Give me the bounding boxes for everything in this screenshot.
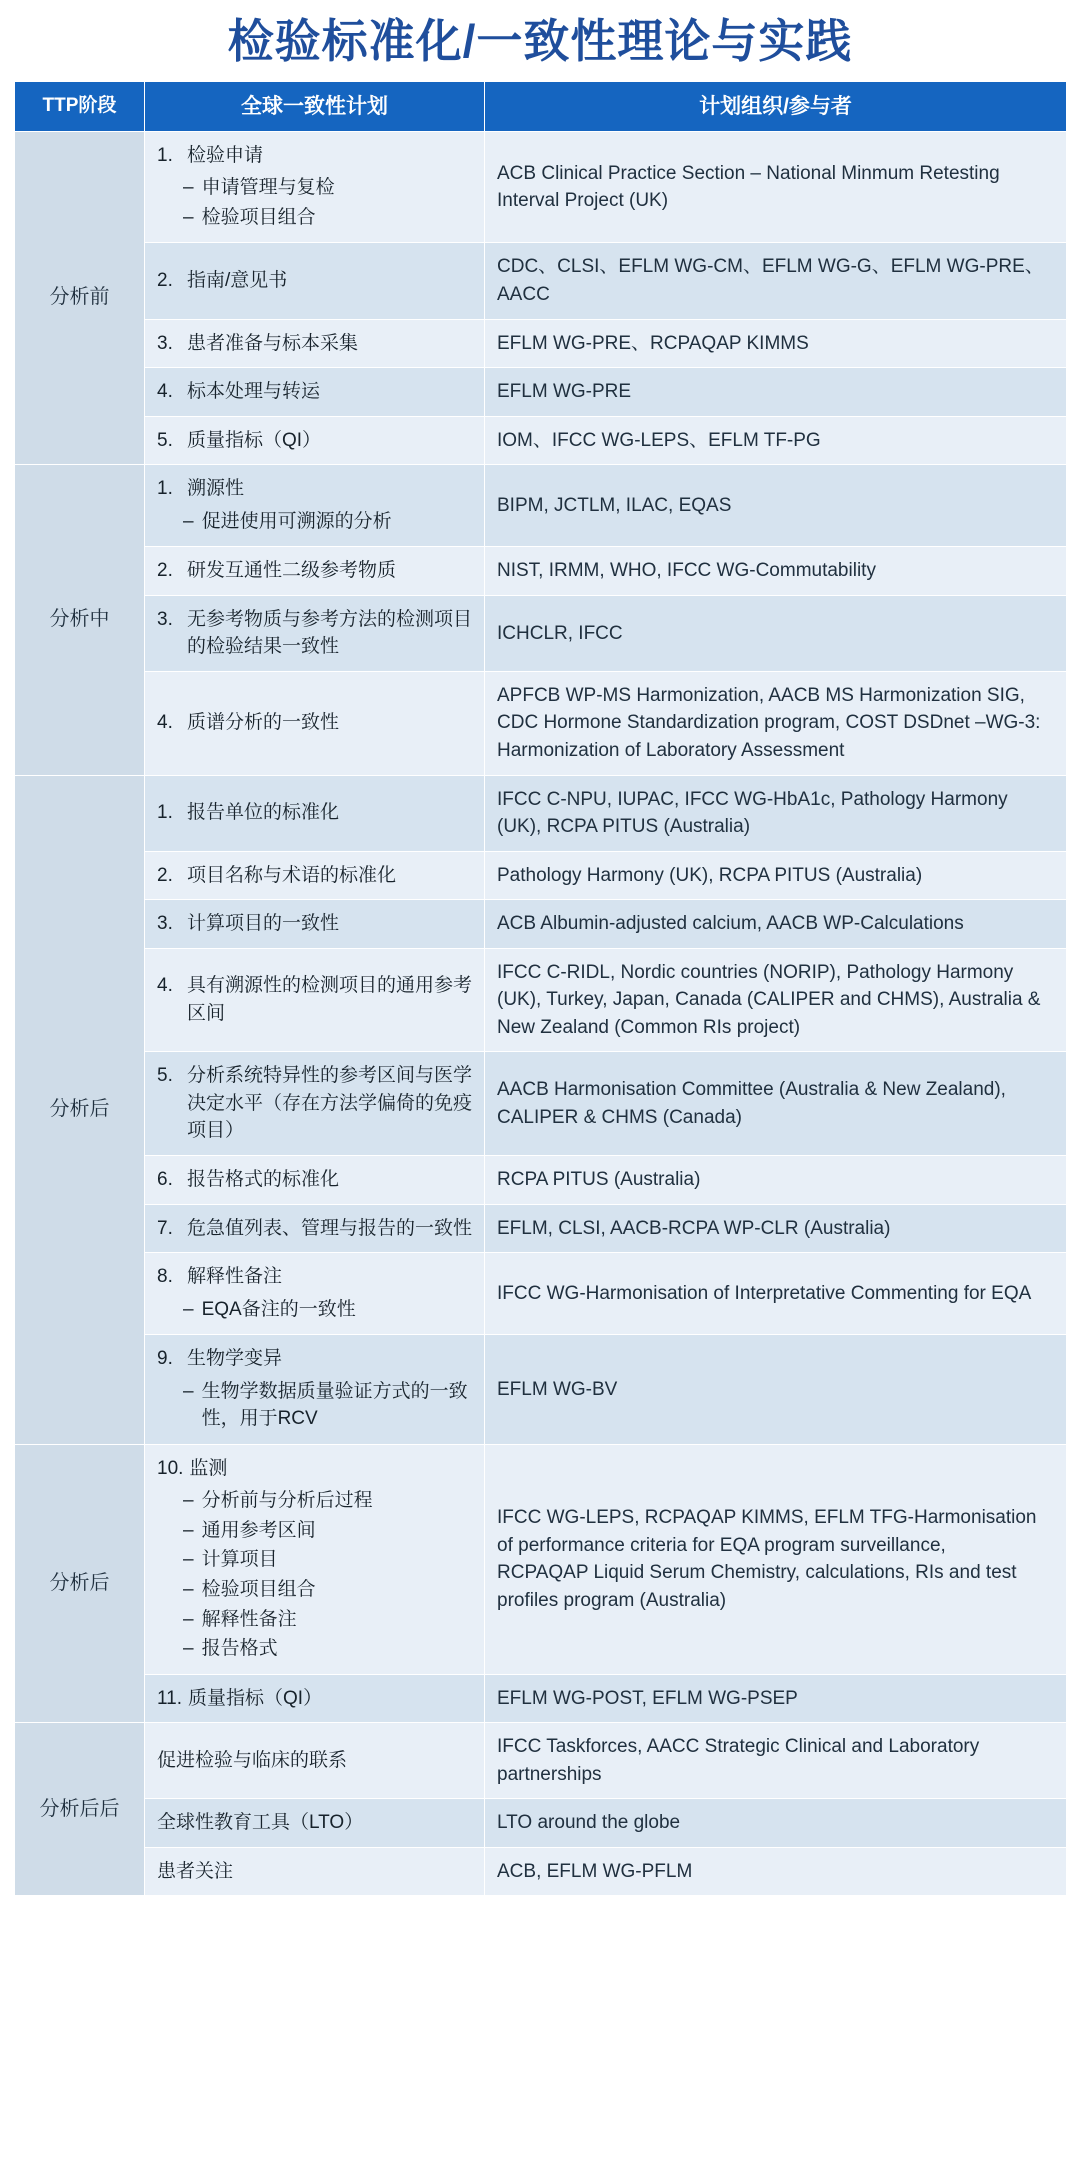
stage-label: 分析中 bbox=[49, 608, 110, 631]
plan-number: 7. bbox=[157, 1217, 173, 1239]
plan-sub-item bbox=[157, 1605, 472, 1635]
plan-cell bbox=[145, 775, 485, 851]
plan-sub-list bbox=[157, 173, 472, 232]
plan-title-line bbox=[157, 557, 472, 585]
plan-label: 项目名称与术语的标准化 bbox=[187, 864, 397, 886]
plan-title-line bbox=[157, 1455, 472, 1483]
plan-cell bbox=[145, 1253, 485, 1335]
plan-sub-item bbox=[157, 1575, 472, 1605]
organization-cell bbox=[485, 131, 1067, 243]
plan-cell bbox=[145, 900, 485, 949]
plan-title-line bbox=[157, 378, 472, 406]
plan-label: 报告格式的标准化 bbox=[187, 1169, 340, 1190]
plan-title-line bbox=[157, 1062, 472, 1145]
plan-number: 11. bbox=[157, 1687, 183, 1709]
organization-label: IFCC C-RIDL, Nordic countries (NORIP), Pathology Harmony (UK), Turkey, Japan, Canada (CALIPER and CHMS), Australia & New Zealand (Common RIs project) bbox=[497, 961, 1041, 1038]
organization-cell bbox=[485, 243, 1067, 319]
plan-label: 具有溯源性的检测项目的通用参考区间 bbox=[187, 975, 473, 1025]
dash-icon: – bbox=[183, 1638, 194, 1660]
table-row bbox=[15, 900, 1067, 949]
dash-icon: – bbox=[183, 1298, 194, 1320]
plan-number: 4. bbox=[157, 381, 173, 403]
plan-number: 1. bbox=[157, 802, 173, 824]
plan-number: 3. bbox=[157, 332, 173, 354]
dash-icon: – bbox=[183, 510, 194, 532]
table-row bbox=[15, 948, 1067, 1052]
plan-label: 生物学变异 bbox=[187, 1348, 283, 1370]
organization-cell bbox=[485, 900, 1067, 949]
plan-title-line bbox=[157, 142, 472, 170]
plan-label: 监测 bbox=[189, 1457, 228, 1479]
organization-label: ACB Albumin-adjusted calcium, AACB WP-Calculations bbox=[497, 913, 964, 935]
plan-title-line bbox=[157, 427, 472, 455]
plan-cell bbox=[145, 243, 485, 319]
plan-title-line bbox=[157, 1263, 472, 1291]
organization-cell bbox=[485, 775, 1067, 851]
plan-sub-label: 分析前与分析后过程 bbox=[201, 1490, 373, 1512]
plan-cell bbox=[145, 319, 485, 368]
organization-label: EFLM WG-BV bbox=[497, 1378, 618, 1400]
table-row bbox=[15, 319, 1067, 368]
plan-title-line bbox=[157, 1685, 472, 1713]
organization-cell bbox=[485, 319, 1067, 368]
plan-label: 溯源性 bbox=[187, 478, 245, 500]
plan-sub-label: EQA备注的一致性 bbox=[201, 1298, 356, 1320]
organization-label: EFLM WG-PRE bbox=[497, 381, 632, 403]
plan-sub-list bbox=[157, 1377, 472, 1434]
column-header-plan: 全球一致性计划 bbox=[145, 81, 485, 131]
plan-number: 1. bbox=[157, 144, 173, 166]
plan-cell bbox=[145, 368, 485, 417]
column-header-org: 计划组织/参与者 bbox=[485, 81, 1067, 131]
plan-title-line bbox=[157, 330, 472, 358]
plan-label: 解释性备注 bbox=[187, 1266, 283, 1288]
page-title: 检验标准化/一致性理论与实践 bbox=[227, 15, 853, 67]
plan-label: 患者准备与标本采集 bbox=[187, 332, 359, 354]
organization-label: IFCC WG-LEPS, RCPAQAP KIMMS, EFLM TFG-Harmonisation of performance criteria for EQA program surveillance, RCPAQAP Liquid Serum Chemistry, calculations, RIs and test profiles program (Australia) bbox=[497, 1507, 1037, 1611]
plan-cell bbox=[145, 131, 485, 243]
stage-label: 分析后后 bbox=[39, 1797, 120, 1820]
plan-cell bbox=[145, 1723, 485, 1799]
plan-cell bbox=[145, 1799, 485, 1848]
plan-label: 质谱分析的一致性 bbox=[187, 712, 340, 734]
plan-label: 质量指标（QI） bbox=[187, 429, 322, 451]
table-row bbox=[15, 1674, 1067, 1723]
plan-sub-label: 检验项目组合 bbox=[201, 206, 316, 228]
plan-sub-item bbox=[157, 1545, 472, 1575]
plan-number: 3. bbox=[157, 608, 173, 630]
stage-cell bbox=[15, 465, 145, 775]
plan-title-line bbox=[157, 709, 472, 737]
plan-sub-item bbox=[157, 1377, 472, 1434]
table-row bbox=[15, 1204, 1067, 1253]
plan-title-line bbox=[157, 267, 472, 295]
plan-label: 质量指标（QI） bbox=[188, 1687, 323, 1709]
organization-label: BIPM, JCTLM, ILAC, EQAS bbox=[497, 494, 732, 516]
dash-icon: – bbox=[183, 1608, 194, 1630]
plan-cell bbox=[145, 416, 485, 465]
stage-label: 分析后 bbox=[49, 1098, 110, 1121]
organization-cell bbox=[485, 1335, 1067, 1445]
plan-number: 4. bbox=[157, 712, 173, 734]
plan-cell bbox=[145, 1204, 485, 1253]
plan-cell bbox=[145, 1156, 485, 1205]
plan-sub-item bbox=[157, 507, 472, 537]
plan-number: 2. bbox=[157, 864, 173, 886]
plan-sub-label: 检验项目组合 bbox=[201, 1579, 316, 1601]
plan-title-line bbox=[157, 862, 472, 890]
table-row bbox=[15, 1156, 1067, 1205]
organization-cell bbox=[485, 948, 1067, 1052]
plan-sub-item bbox=[157, 1634, 472, 1664]
table-row bbox=[15, 595, 1067, 671]
plan-label: 促进检验与临床的联系 bbox=[157, 1749, 348, 1771]
plan-sub-item bbox=[157, 173, 472, 203]
table-header-row bbox=[15, 81, 1067, 131]
stage-cell bbox=[15, 775, 145, 1444]
organization-cell bbox=[485, 1156, 1067, 1205]
plan-number: 10. bbox=[157, 1457, 184, 1479]
organization-label: EFLM, CLSI, AACB-RCPA WP-CLR (Australia) bbox=[497, 1217, 891, 1239]
plan-cell bbox=[145, 671, 485, 775]
plan-sub-list bbox=[157, 1295, 472, 1325]
plan-cell bbox=[145, 465, 485, 547]
plan-sub-item bbox=[157, 1516, 472, 1546]
plan-number: 3. bbox=[157, 913, 173, 935]
organization-label: ACB Clinical Practice Section – National Minmum Retesting Interval Project (UK) bbox=[497, 162, 1000, 212]
plan-label: 指南/意见书 bbox=[187, 270, 288, 292]
organization-cell bbox=[485, 851, 1067, 900]
plan-title-line bbox=[157, 1215, 472, 1243]
plan-sub-list bbox=[157, 507, 472, 537]
plan-title-line bbox=[157, 799, 472, 827]
plan-label: 无参考物质与参考方法的检测项目的检验结果一致性 bbox=[187, 608, 473, 658]
dash-icon: – bbox=[183, 177, 194, 199]
plan-title-line bbox=[157, 1166, 472, 1194]
plan-label: 危急值列表、管理与报告的一致性 bbox=[187, 1217, 473, 1239]
plan-label: 全球性教育工具（LTO） bbox=[157, 1812, 364, 1834]
plan-number: 5. bbox=[157, 1065, 173, 1087]
plan-cell bbox=[145, 851, 485, 900]
organization-label: Pathology Harmony (UK), RCPA PITUS (Australia) bbox=[497, 864, 923, 886]
stage-cell bbox=[15, 1723, 145, 1896]
organization-label: IFCC WG-Harmonisation of Interpretative Commenting for EQA bbox=[497, 1282, 1032, 1304]
table-row bbox=[15, 465, 1067, 547]
organization-cell bbox=[485, 1444, 1067, 1674]
table-row bbox=[15, 131, 1067, 243]
plan-label: 研发互通性二级参考物质 bbox=[187, 560, 397, 582]
plan-number: 1. bbox=[157, 478, 173, 500]
organization-label: EFLM WG-POST, EFLM WG-PSEP bbox=[497, 1687, 798, 1709]
table-row bbox=[15, 1444, 1067, 1674]
plan-sub-label: 报告格式 bbox=[201, 1638, 278, 1660]
dash-icon: – bbox=[183, 206, 194, 228]
organization-label: AACB Harmonisation Committee (Australia & New Zealand), CALIPER & CHMS (Canada) bbox=[497, 1079, 1006, 1128]
plan-title-line bbox=[157, 910, 472, 938]
plan-sub-label: 计算项目 bbox=[201, 1549, 278, 1571]
plan-label: 患者关注 bbox=[157, 1860, 234, 1882]
table-row bbox=[15, 416, 1067, 465]
plan-cell bbox=[145, 948, 485, 1052]
plan-label: 检验申请 bbox=[187, 144, 264, 166]
plan-cell bbox=[145, 1335, 485, 1445]
organization-label: LTO around the globe bbox=[497, 1812, 681, 1834]
plan-sub-label: 促进使用可溯源的分析 bbox=[201, 510, 392, 532]
plan-sub-item bbox=[157, 203, 472, 233]
table-row bbox=[15, 368, 1067, 417]
plan-cell bbox=[145, 1052, 485, 1156]
plan-cell bbox=[145, 1444, 485, 1674]
plan-number: 6. bbox=[157, 1169, 173, 1190]
organization-cell bbox=[485, 1052, 1067, 1156]
stage-cell bbox=[15, 1444, 145, 1722]
dash-icon: – bbox=[183, 1380, 194, 1402]
table-row bbox=[15, 671, 1067, 775]
plan-cell bbox=[145, 547, 485, 596]
harmonization-matrix-table bbox=[14, 81, 1067, 1897]
column-header-stage: TTP阶段 bbox=[15, 81, 145, 131]
organization-cell bbox=[485, 1204, 1067, 1253]
organization-label: IFCC Taskforces, AACC Strategic Clinical and Laboratory partnerships bbox=[497, 1736, 980, 1785]
table-row bbox=[15, 243, 1067, 319]
plan-title-line bbox=[157, 972, 472, 1027]
plan-title-line bbox=[157, 475, 472, 503]
table-row bbox=[15, 1335, 1067, 1445]
organization-label: CDC、CLSI、EFLM WG-CM、EFLM WG-G、EFLM WG-PRE、AACC bbox=[497, 256, 1044, 305]
plan-number: 9. bbox=[157, 1348, 173, 1370]
organization-cell bbox=[485, 671, 1067, 775]
plan-label: 分析系统特异性的参考区间与医学决定水平（存在方法学偏倚的免疫项目） bbox=[187, 1065, 473, 1142]
organization-cell bbox=[485, 465, 1067, 547]
organization-label: ACB, EFLM WG-PFLM bbox=[497, 1860, 693, 1882]
plan-title-line bbox=[157, 1345, 472, 1373]
dash-icon: – bbox=[183, 1579, 194, 1601]
plan-number: 2. bbox=[157, 560, 173, 582]
plan-sub-label: 解释性备注 bbox=[201, 1608, 297, 1630]
plan-cell bbox=[145, 595, 485, 671]
organization-cell bbox=[485, 547, 1067, 596]
table-row bbox=[15, 1799, 1067, 1848]
organization-cell bbox=[485, 368, 1067, 417]
organization-label: NIST, IRMM, WHO, IFCC WG-Commutability bbox=[497, 560, 876, 582]
organization-label: RCPA PITUS (Australia) bbox=[497, 1169, 701, 1190]
table-row bbox=[15, 775, 1067, 851]
table-header bbox=[15, 81, 1067, 131]
organization-label: IFCC C-NPU, IUPAC, IFCC WG-HbA1c, Pathology Harmony (UK), RCPA PITUS (Australia) bbox=[497, 788, 1008, 838]
organization-cell bbox=[485, 1847, 1067, 1896]
dash-icon: – bbox=[183, 1490, 194, 1512]
organization-cell bbox=[485, 1799, 1067, 1848]
organization-cell bbox=[485, 416, 1067, 465]
plan-number: 2. bbox=[157, 270, 173, 292]
organization-label: IOM、IFCC WG-LEPS、EFLM TF-PG bbox=[497, 429, 821, 451]
plan-sub-item bbox=[157, 1295, 472, 1325]
organization-label: APFCB WP-MS Harmonization, AACB MS Harmonization SIG, CDC Hormone Standardization program, COST DSDnet –WG-3: Harmonization of Laboratory Assessment bbox=[497, 684, 1041, 761]
organization-cell bbox=[485, 1253, 1067, 1335]
plan-cell bbox=[145, 1674, 485, 1723]
organization-label: ICHCLR, IFCC bbox=[497, 622, 623, 644]
organization-cell bbox=[485, 595, 1067, 671]
plan-number: 5. bbox=[157, 429, 173, 451]
table-row bbox=[15, 1723, 1067, 1799]
table-row bbox=[15, 851, 1067, 900]
organization-cell bbox=[485, 1723, 1067, 1799]
plan-cell bbox=[145, 1847, 485, 1896]
plan-title-line bbox=[157, 606, 472, 661]
plan-sub-item bbox=[157, 1486, 472, 1516]
stage-label: 分析前 bbox=[49, 286, 110, 309]
stage-label: 分析后 bbox=[49, 1572, 110, 1595]
plan-sub-list bbox=[157, 1486, 472, 1663]
plan-label: 计算项目的一致性 bbox=[187, 913, 340, 935]
table-body bbox=[15, 131, 1067, 1896]
plan-sub-label: 通用参考区间 bbox=[201, 1519, 316, 1541]
table-row bbox=[15, 547, 1067, 596]
organization-cell bbox=[485, 1674, 1067, 1723]
dash-icon: – bbox=[183, 1519, 194, 1541]
stage-cell bbox=[15, 131, 145, 464]
plan-sub-label: 生物学数据质量验证方式的一致性，用于RCV bbox=[201, 1380, 468, 1430]
table-row bbox=[15, 1253, 1067, 1335]
dash-icon: – bbox=[183, 1549, 194, 1571]
table-row bbox=[15, 1847, 1067, 1896]
plan-number: 4. bbox=[157, 975, 173, 997]
plan-number: 8. bbox=[157, 1266, 173, 1288]
plan-label: 标本处理与转运 bbox=[187, 381, 321, 403]
plan-label: 报告单位的标准化 bbox=[187, 802, 340, 824]
table-row bbox=[15, 1052, 1067, 1156]
organization-label: EFLM WG-PRE、RCPAQAP KIMMS bbox=[497, 332, 809, 354]
plan-sub-label: 申请管理与复检 bbox=[201, 177, 335, 199]
